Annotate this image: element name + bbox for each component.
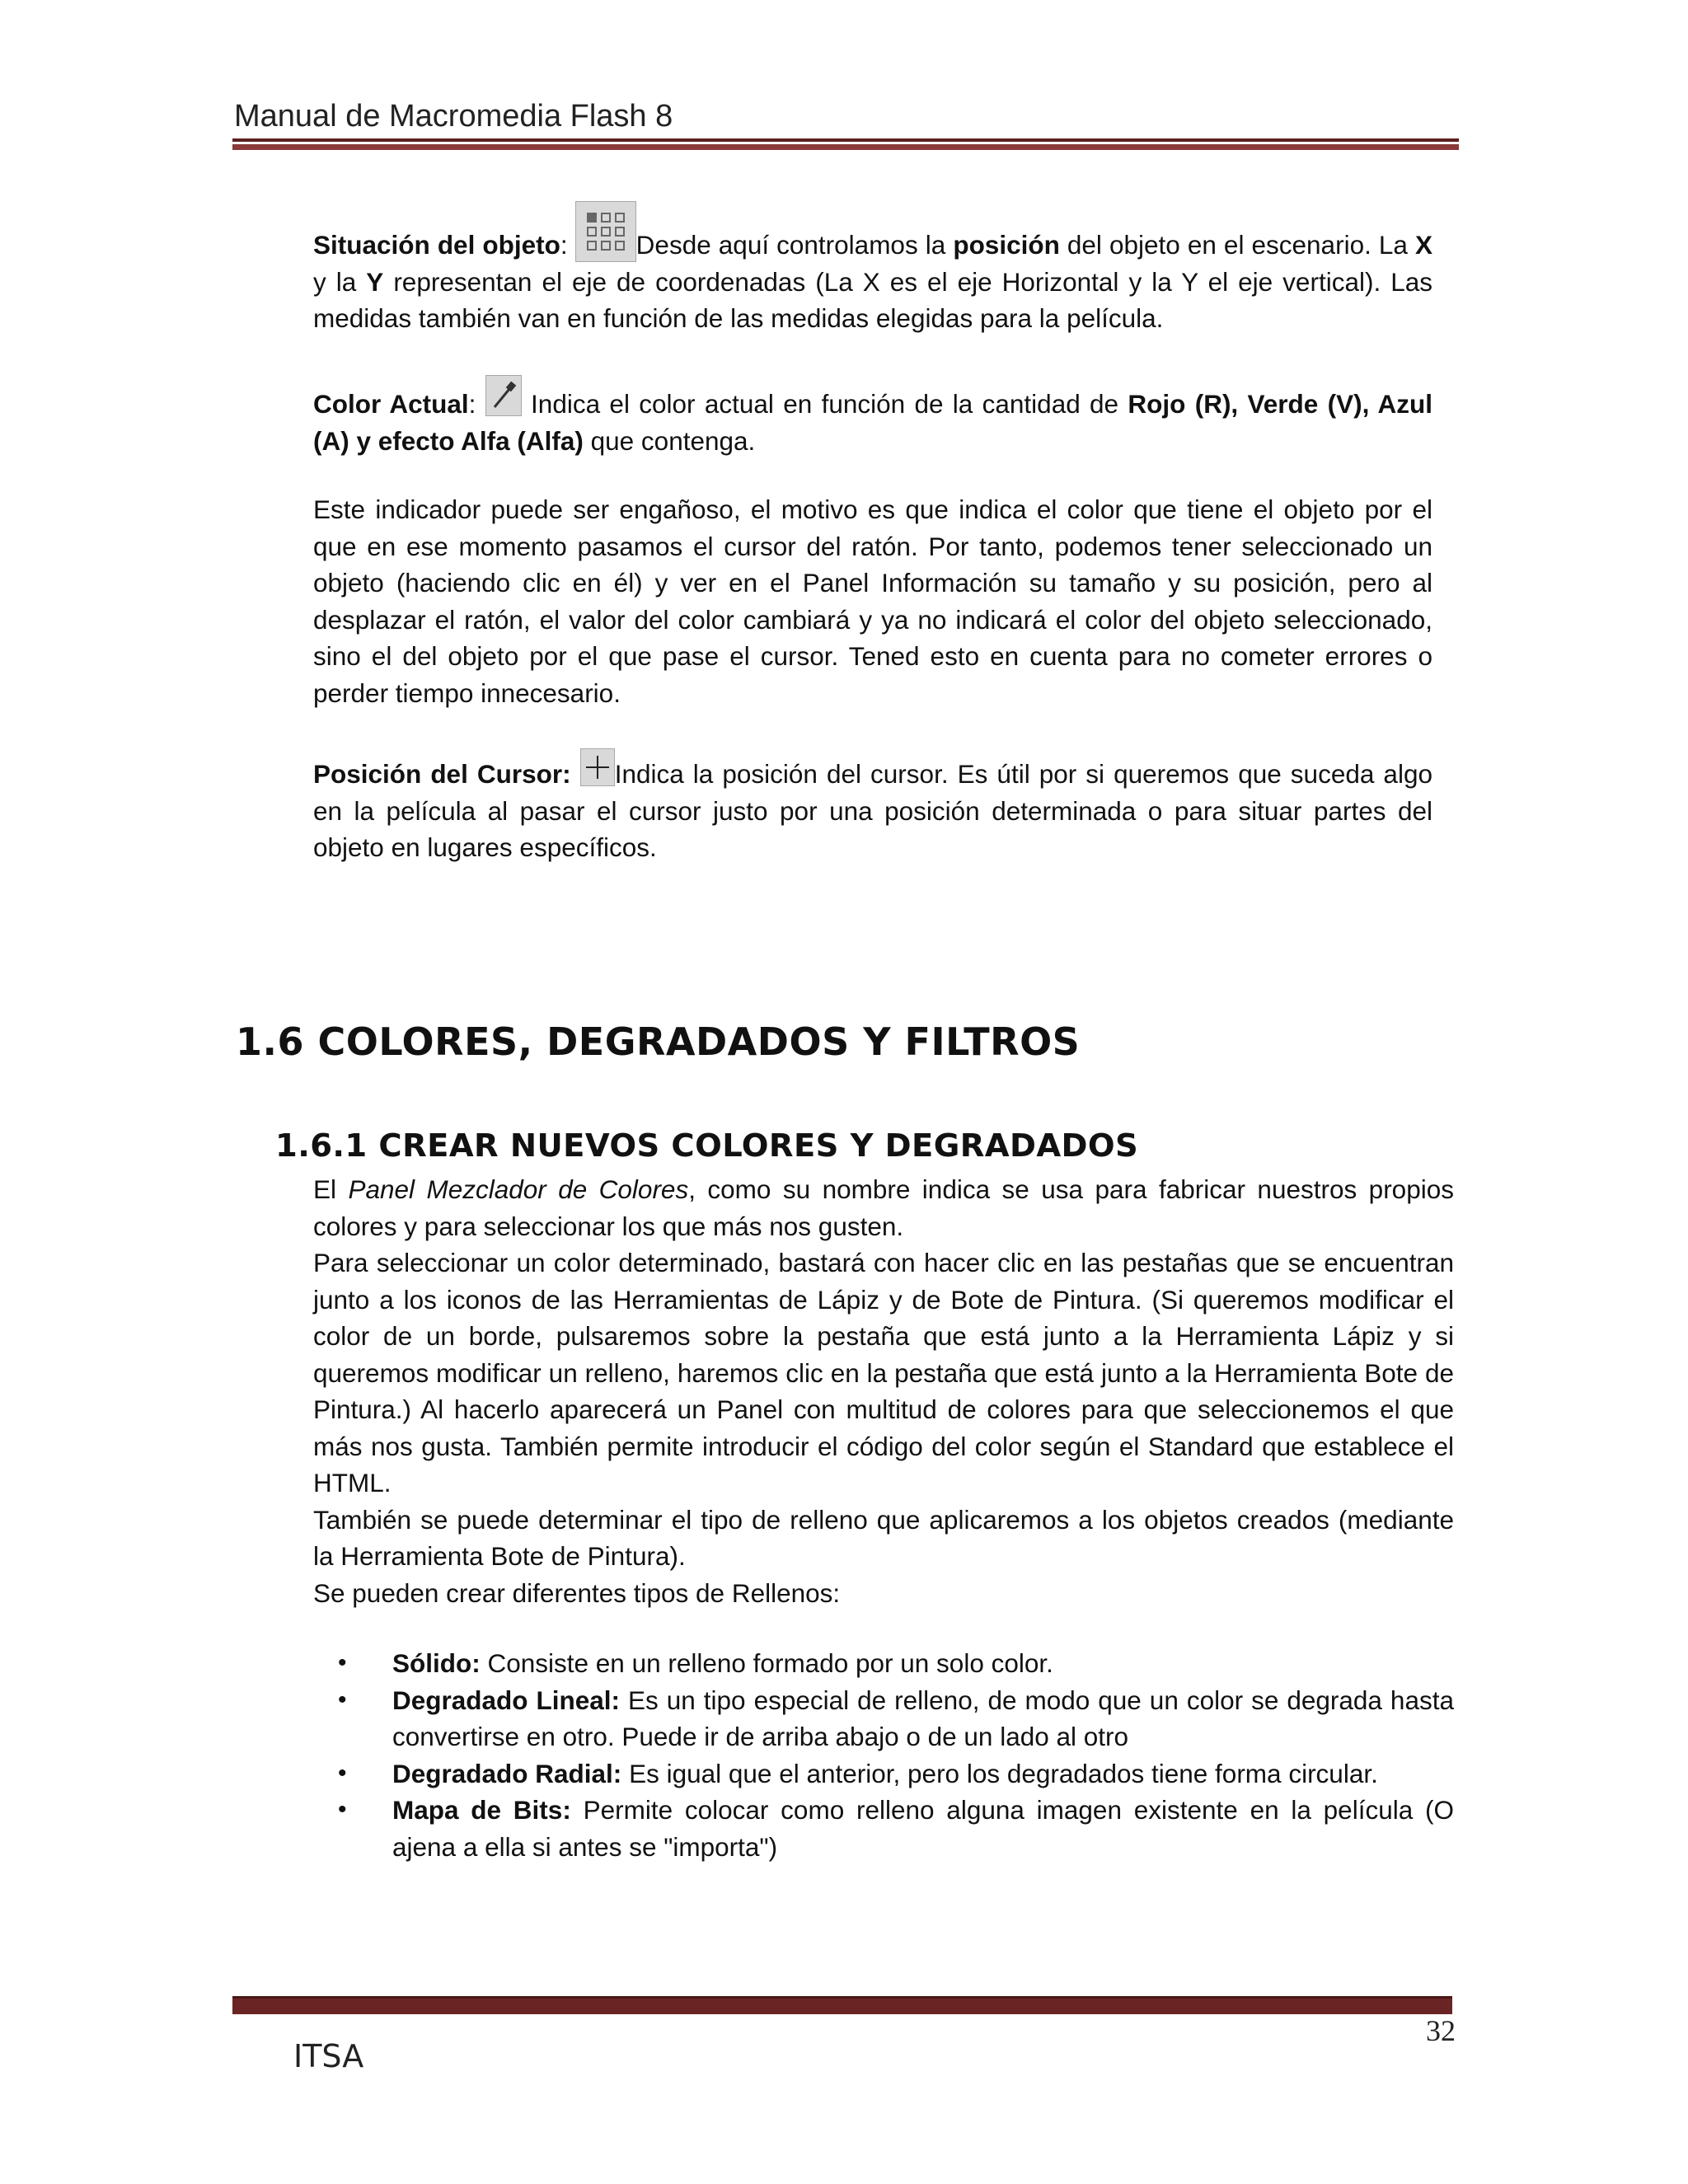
posicion-cursor-text: Indica la posición del cursor. Es útil por si queremos que suceda algo en la película al pasar el cursor justo por una posición determinada o para situar partes del objeto en lugares específicos.: [313, 759, 1432, 862]
color-actual-label: Color Actual: [313, 389, 469, 419]
crosshair-icon: [580, 748, 615, 786]
bullet-glyph: •: [338, 1759, 347, 1787]
page-number: 32: [1426, 2014, 1456, 2047]
fill-types-list: [313, 1645, 1454, 1865]
footer-org: ITSA: [293, 2038, 364, 2074]
colon: :: [468, 389, 485, 419]
body-para-3: También se puede determinar el tipo de relleno que aplicaremos a los objetos creados (mediante la Herramienta Bote de Pintura).: [313, 1504, 1454, 1571]
eyedropper-icon: [485, 375, 522, 416]
situacion-label: Situación del objeto: [313, 230, 560, 260]
situacion-bold-y: Y: [366, 266, 384, 297]
subsection-heading: 1.6.1 CREAR NUEVOS COLORES Y DEGRADADOS: [275, 1127, 1139, 1165]
body-text: [313, 1171, 1454, 1611]
posicion-cursor-label: Posición del Cursor:: [313, 759, 571, 789]
list-item-term: Sólido:: [392, 1648, 481, 1678]
body-para-2: Para seleccionar un color determinado, bastará con hacer clic en las pestañas que se encuentran junto a los iconos de las Herramientas de Lápiz y de Bote de Pintura. (Si queremos modificar el color de un borde, pulsaremos sobre la pestaña que está junto a la Herramienta Lápiz y si queremos modificar un relleno, haremos clic en la pestaña que está junto a la Herramienta Bote de Pintura.) Al hacerlo aparecerá un Panel con multitud de colores para que seleccionemos el que más nos gusta. También permite introducir el código del color según el Standard que establece el HTML.: [313, 1248, 1454, 1497]
colon: :: [560, 230, 575, 260]
section-heading: 1.6 COLORES, DEGRADADOS Y FILTROS: [236, 1019, 1081, 1064]
bullet-glyph: •: [338, 1796, 347, 1823]
footer-rule: [232, 1996, 1452, 2014]
situacion-paragraph: [313, 227, 1432, 337]
list-item-term: Degradado Lineal:: [392, 1685, 621, 1715]
color-actual-bold-rgba: Rojo (R), Verde (V), Azul (A) y efecto Alfa (Alfa): [313, 389, 1432, 456]
situacion-text-b: del objeto en el escenario. La: [1059, 230, 1415, 260]
bullet-glyph: •: [338, 1685, 347, 1713]
list-item: [313, 1682, 1454, 1755]
list-item-term: Mapa de Bits:: [392, 1795, 571, 1825]
color-actual-paragraph: [313, 386, 1432, 459]
position-grid-icon: [575, 201, 636, 262]
body-para-4: Se pueden crear diferentes tipos de Rellenos:: [313, 1577, 841, 1608]
header-title: Manual de Macromedia Flash 8: [234, 99, 673, 134]
list-item-text: Es igual que el anterior, pero los degradados tiene forma circular.: [621, 1758, 1378, 1788]
color-actual-text-a: Indica el color actual en función de la cantidad de: [521, 389, 1128, 419]
body-text-a: El: [313, 1174, 349, 1204]
list-item-text: Permite colocar como relleno alguna imagen existente en la película (O ajena a ella si antes se "importa"): [392, 1795, 1454, 1862]
body-line-1: [313, 1171, 1454, 1244]
list-item: [313, 1755, 1454, 1793]
posicion-cursor-paragraph: [313, 756, 1432, 866]
situacion-bold-x: X: [1414, 230, 1432, 260]
list-item: [313, 1645, 1454, 1682]
list-item: [313, 1792, 1454, 1865]
list-item-text: Consiste en un relleno formado por un solo color.: [480, 1648, 1053, 1678]
header-rule: [232, 138, 1459, 150]
color-actual-text-b: que contenga.: [583, 425, 756, 456]
list-item-text: Es un tipo especial de relleno, de modo que un color se degrada hasta convertirse en otro. Puede ir de arriba abajo o de un lado al otro: [392, 1685, 1454, 1751]
list-item-term: Degradado Radial:: [392, 1758, 622, 1788]
indicador-paragraph: Este indicador puede ser engañoso, el motivo es que indica el color que tiene el objeto por el que en ese momento pasamos el cursor del ratón. Por tanto, podemos tener seleccionado un objeto (haciendo clic en él) y ver en el Panel Información su tamaño y su posición, pero al desplazar el ratón, el valor del color cambiará y ya no indicará el color del objeto seleccionado, sino el del objeto por el que pase el cursor. Tened esto en cuenta para no cometer errores o perder tiempo innecesario.: [313, 494, 1432, 708]
situacion-bold-posicion: posición: [953, 230, 1060, 260]
situacion-text-a: Desde aquí controlamos la: [635, 230, 954, 260]
body-italic-panel: Panel Mezclador de Colores: [348, 1174, 689, 1204]
situacion-text-d: representan el eje de coordenadas (La X es el eje Horizontal y la Y el eje vertical). Las medidas también van en función de las medidas elegidas para la película.: [313, 266, 1432, 333]
situacion-text-c: y la: [313, 266, 367, 297]
bullet-glyph: •: [338, 1649, 347, 1676]
body-text-b: , como su nombre indica se usa para fabricar nuestros propios colores y para seleccionar los que más nos gusten.: [313, 1174, 1454, 1241]
